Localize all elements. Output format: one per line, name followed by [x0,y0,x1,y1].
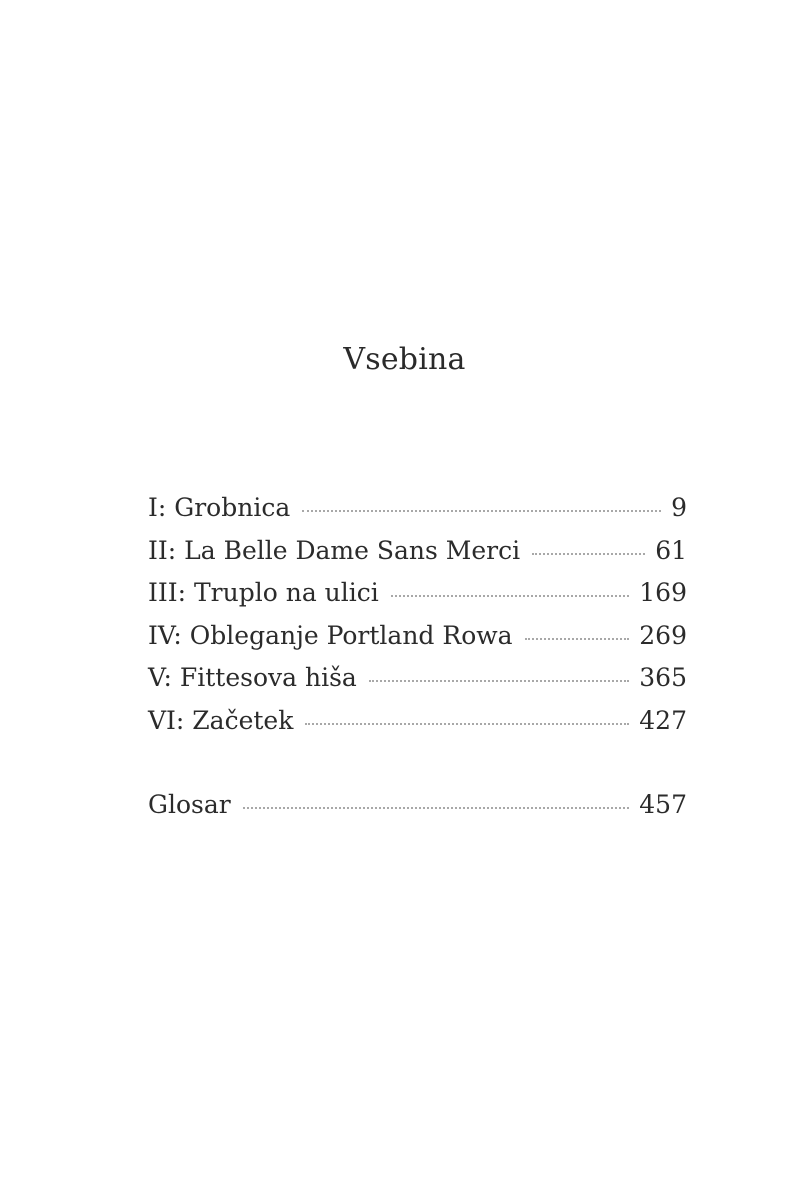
dot-leader [305,723,629,725]
dot-leader [532,553,645,555]
toc-entry-page: 269 [639,620,687,650]
page-title: Vsebina [343,342,466,377]
toc-entry-page: 457 [639,790,687,819]
toc-entry [148,618,687,661]
dot-leader [302,510,661,512]
toc-entry-label: VI: Začetek [148,705,294,735]
dot-leader [525,638,630,640]
toc-entry-page: 9 [671,493,687,522]
dot-leader [243,807,630,809]
toc-entry-page: 61 [655,535,687,565]
toc-entry [148,703,687,746]
toc-entry-label: II: La Belle Dame Sans Merci [148,535,521,565]
toc-entry [148,660,687,703]
toc-entry-label: Glosar [148,790,231,819]
toc-entry-label: III: Truplo na ulici [148,578,379,607]
toc-entry-label: V: Fittesova hiša [148,663,357,692]
toc-entry [148,533,687,576]
table-of-contents [148,490,687,830]
toc-entry-page: 169 [639,578,687,607]
dot-leader [391,595,630,597]
toc-entry [148,575,687,618]
dot-leader [369,680,629,682]
toc-entry-label: IV: Obleganje Portland Rowa [148,620,513,650]
toc-entry-page: 427 [639,705,687,735]
toc-entry-page: 365 [639,663,687,692]
toc-entry-glossary [148,787,687,830]
toc-entry-label: I: Grobnica [148,493,291,522]
toc-entry [148,490,687,533]
